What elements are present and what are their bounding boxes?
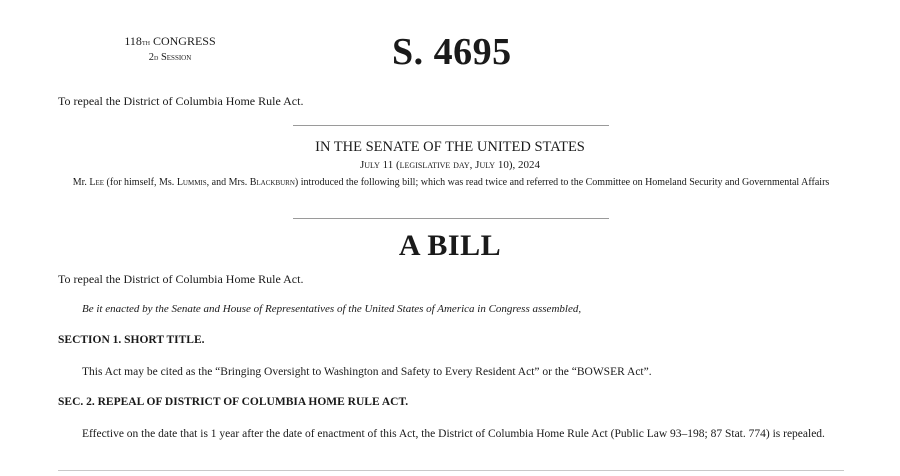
intro-part-1: (for himself, Ms.	[106, 177, 175, 188]
section-heading: SEC. 2. REPEAL OF DISTRICT OF COLUMBIA HOME RULE ACT.	[58, 396, 409, 408]
congress-line	[90, 34, 250, 50]
session-line	[90, 50, 250, 65]
section-text: Effective on the date that is 1 year after the date of enactment of this Act, the District of Columbia Home Rule Act (Public Law 93–198; 87 Stat. 774) is repealed.	[82, 428, 825, 440]
divider-middle	[293, 218, 609, 219]
bill-number: S. 4695	[392, 31, 512, 73]
congress-word: CONGRESS	[152, 34, 216, 48]
enacting-clause: Be it enacted by the Senate and House of Representatives of the United States of America in Congress assembled,	[82, 303, 582, 315]
sponsor-prefix: Mr.	[72, 177, 87, 188]
session-word: Session	[160, 52, 192, 63]
section-heading: SECTION 1. SHORT TITLE.	[58, 334, 205, 346]
section-text: This Act may be cited as the “Bringing Oversight to Washington and Safety to Every Resident Act” or the “BOWSER Act”.	[82, 366, 652, 378]
session-ordinal: d	[153, 52, 159, 62]
action-date: July 11 (legislative day, July 10), 2024	[359, 159, 540, 171]
divider-top	[293, 125, 609, 126]
cosponsor-name-1: Lummis	[176, 177, 207, 188]
cosponsor-name-2: Blackburn	[249, 177, 295, 188]
bill-heading: A BILL	[398, 229, 502, 262]
sponsor-name: Lee	[89, 177, 105, 188]
divider-bottom	[58, 470, 844, 471]
congress-number: 118	[124, 34, 142, 48]
intro-part-2: , and Mrs.	[206, 177, 248, 188]
chamber-heading: IN THE SENATE OF THE UNITED STATES	[315, 139, 585, 155]
intro-part-3: ) introduced the following bill; which was read twice and referred to the Committee on Homeland Security and Governmental Affairs	[294, 177, 830, 188]
congress-ordinal: th	[141, 37, 150, 47]
introduction-text	[40, 175, 862, 190]
purpose-summary: To repeal the District of Columbia Home Rule Act.	[58, 94, 304, 108]
congress-session-block	[90, 34, 250, 65]
session-number: 2	[148, 52, 154, 63]
bill-purpose: To repeal the District of Columbia Home Rule Act.	[58, 272, 304, 286]
